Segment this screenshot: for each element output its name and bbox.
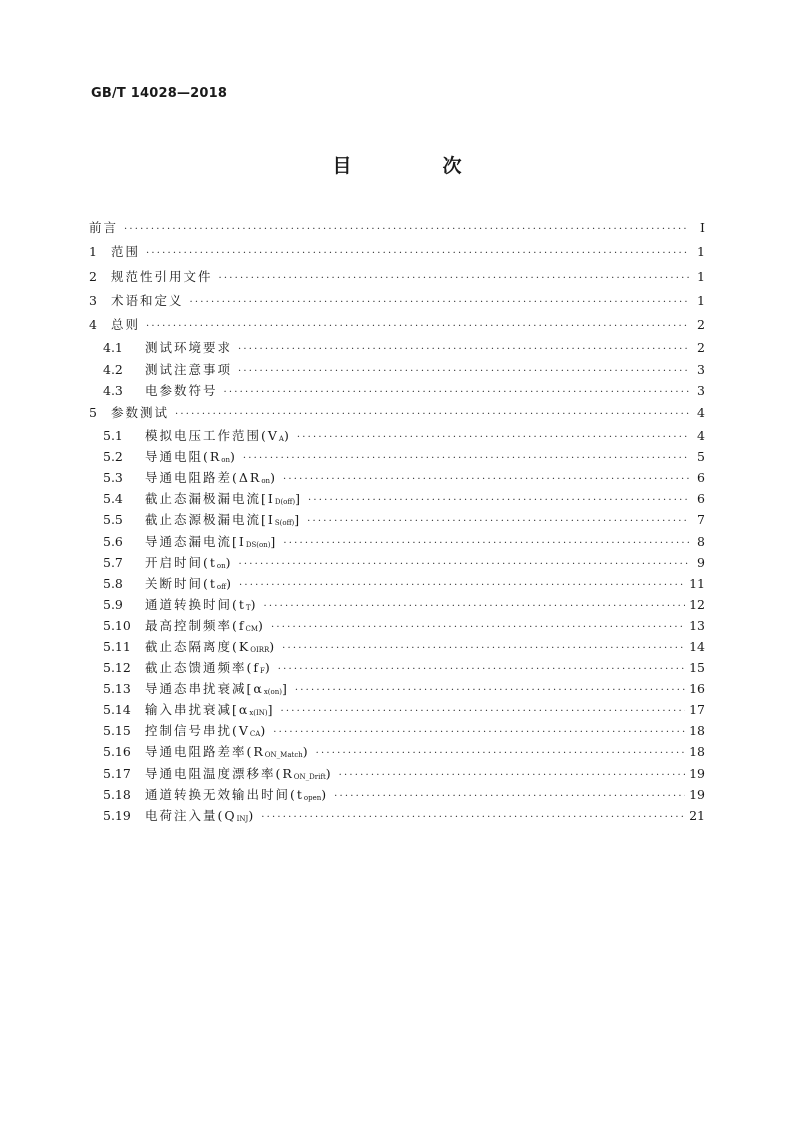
toc-entry-title-tail: ] [294,512,302,528]
toc-entry-number: 5.6 [103,533,123,549]
dot-leader [236,339,689,360]
toc-entry-page-number: 6 [697,470,705,486]
toc-entry-title-text: 前言 [89,220,119,235]
dot-leader [122,218,689,242]
toc-entry-title-text: 导通态串扰衰减[α [145,681,264,697]
dot-leader [259,807,685,828]
toc-entry-page-number: 18 [689,744,705,760]
toc-entry[interactable] [89,446,705,467]
toc-entry-page-number: 1 [697,292,705,308]
toc-entry-subscript: x(on) [263,688,282,697]
toc-entry-title-tail: ] [270,533,278,549]
toc-entry[interactable] [89,289,705,313]
toc-entry-title [111,401,173,425]
toc-entry-number: 5.2 [103,449,123,465]
table-of-contents [89,216,705,826]
toc-entry-title-text: 导通电阻路差(ΔR [145,470,262,486]
toc-entry-title-tail: ] [295,491,302,507]
toc-entry-number: 4.3 [103,382,123,398]
toc-entry[interactable] [89,805,705,826]
toc-entry[interactable] [89,359,705,380]
toc-entry-title-tail: ) [264,660,272,676]
toc-entry-number: 4 [89,317,97,333]
toc-entry-title-text: 导通态漏电流[I [145,533,246,549]
dot-leader [306,490,689,511]
toc-entry-number: 5.5 [103,512,123,528]
toc-entry[interactable] [89,337,705,358]
dot-leader [281,469,689,490]
toc-entry-page-number: 7 [697,512,705,528]
dot-leader [144,242,689,266]
toc-entry-page-number: 5 [697,449,705,465]
toc-entry[interactable] [89,380,705,401]
toc-entry-page-number: 16 [689,681,705,697]
dot-leader [237,554,689,575]
dot-leader [314,743,685,764]
toc-entry-subscript: ON_Drift [293,772,326,781]
toc-entry-title-text: 模拟电压工作范围(V [145,428,279,444]
toc-entry-number: 4.2 [103,361,123,377]
dot-leader [305,511,689,532]
toc-entry-title-tail: ) [269,639,277,654]
toc-entry-subscript: x(IN) [249,709,268,718]
toc-entry-number: 5.4 [103,491,123,507]
toc-entry[interactable] [89,240,705,264]
toc-entry-subscript: S(off) [274,519,295,528]
toc-entry-title [145,359,236,380]
toc-entry-title-text: 最高控制频率(f [145,617,246,633]
toc-entry-title-tail: ] [267,702,275,718]
dot-leader [279,701,686,722]
toc-entry-title-text: 术语和定义 [111,292,184,308]
dot-leader [173,403,689,427]
toc-entry-page-number: 21 [689,807,705,823]
toc-entry-title-text: 通道转换无效输出时间(t [145,786,304,802]
toc-entry-title-text: 参数测试 [111,404,170,420]
toc-entry-page-number: 9 [697,554,705,570]
toc-entry-title-tail: ) [325,765,333,781]
standard-code: GB/T 14028—2018 [91,86,228,101]
toc-entry[interactable] [89,425,705,446]
toc-entry-number: 5.13 [103,681,131,697]
toc-entry-number: 5.17 [103,765,131,781]
toc-entry[interactable] [89,594,705,615]
toc-entry-page-number: 14 [689,639,705,654]
toc-entry-title [111,289,188,313]
toc-entry[interactable] [89,509,705,530]
toc-entry-subscript: open [303,793,322,802]
toc-entry-title [145,805,259,830]
toc-entry-subscript: D(off) [274,498,296,507]
toc-entry-page-number: 1 [697,244,705,260]
toc-entry[interactable] [89,531,705,552]
dot-leader [144,315,689,339]
toc-entry-page-number: 6 [697,491,705,507]
toc-entry-number: 5.15 [103,723,131,739]
toc-entry[interactable] [89,552,705,573]
toc-entry-number: 5.18 [103,786,131,802]
toc-entry[interactable] [89,313,705,337]
toc-entry-number: 1 [89,244,97,260]
toc-entry-page-number: 17 [689,702,705,718]
toc-entry-title-tail: ) [230,449,237,465]
toc-entry-title-tail: ) [321,786,329,802]
dot-leader [222,382,689,403]
toc-entry-title-tail: ) [302,744,310,760]
toc-entry-number: 5.14 [103,702,131,718]
toc-entry-title-tail: ) [225,554,233,570]
toc-entry-title-tail: ) [260,723,268,739]
toc-entry-title-text: 电荷注入量(Q [145,807,237,823]
toc-entry-title-text: 导通电阻温度漂移率(R [145,765,294,781]
toc-entry-page-number: 2 [697,340,705,356]
toc-entry-page-number: 3 [697,382,705,398]
toc-entry-title-text: 通道转换时间(t [145,596,246,612]
toc-entry-number: 5.16 [103,744,131,760]
toc-entry-title-text: 范围 [111,244,141,260]
toc-entry-title-text: 测试环境要求 [145,340,233,356]
toc-entry-subscript: on [216,561,226,570]
toc-entry-subscript: A [278,435,284,444]
dot-leader [295,427,689,448]
toc-entry-subscript: on [221,456,231,465]
toc-entry[interactable] [89,216,705,240]
toc-entry-page-number: 18 [689,723,705,739]
dot-leader [281,533,689,554]
toc-entry-number: 5 [89,404,97,420]
toc-entry-title-text: 关断时间(t [145,575,217,591]
toc-entry-subscript: ON_Match [264,751,303,760]
toc-entry-subscript: off [216,582,227,591]
toc-entry-title-text: 截止态漏极漏电流[I [145,491,275,507]
toc-entry-title-text: 控制信号串扰(V [145,723,250,739]
toc-entry[interactable] [89,763,705,784]
dot-leader [280,638,685,659]
dot-leader [236,361,689,382]
toc-entry-title [111,265,217,289]
toc-entry-title-tail: ] [281,681,289,697]
toc-entry[interactable] [89,636,705,657]
toc-entry-title-tail: ) [248,807,256,823]
toc-entry-page-number: 15 [689,660,705,676]
toc-entry[interactable] [89,741,705,762]
toc-entry-number: 5.10 [103,617,131,633]
toc-entry-title [89,216,122,240]
toc-entry-title-text: 总则 [111,317,141,333]
toc-entry[interactable] [89,573,705,594]
toc-entry-subscript: DS(on) [245,540,271,549]
dot-leader [241,448,689,469]
toc-entry-title-tail: ) [283,428,291,444]
toc-entry-title-tail: ) [226,575,233,591]
toc-entry-page-number: 4 [697,404,705,420]
toc-entry[interactable] [89,678,705,699]
toc-entry-number: 5.1 [103,428,123,444]
toc-entry-subscript: on [261,477,271,486]
toc-entry-title-text: 截止态源极漏电流[I [145,512,275,528]
dot-leader [237,575,685,596]
dot-leader [337,765,685,786]
page-title: 目 次 [332,155,498,177]
toc-entry[interactable] [89,657,705,678]
toc-entry-title-text: 导通电阻路差率(R [145,744,265,760]
toc-entry-number: 3 [89,292,97,308]
toc-entry-title-text: 截止态隔离度(K [145,639,251,654]
toc-entry-title-text: 电参数符号 [145,382,218,398]
toc-entry-number: 5.11 [103,639,131,654]
toc-entry-page-number: 19 [689,765,705,781]
toc-entry-title-tail: ) [250,596,258,612]
toc-entry-number: 5.8 [103,575,123,591]
toc-entry-page-number: 3 [697,361,705,377]
toc-entry-subscript: CA [249,730,261,739]
toc-entry-page-number: 11 [689,575,705,591]
toc-entry-subscript: T [245,603,251,612]
dot-leader [188,291,689,315]
toc-entry-number: 5.19 [103,807,131,823]
toc-entry-number: 4.1 [103,340,123,356]
toc-entry-title [111,313,144,337]
toc-entry-page-number: 13 [689,617,705,633]
dot-leader [332,786,685,807]
dot-leader [276,659,685,680]
toc-entry-page-number: 19 [689,786,705,802]
toc-entry-title-text: 测试注意事项 [145,361,233,377]
toc-entry-title [145,337,236,358]
toc-entry-subscript: CM [245,624,259,633]
toc-entry-title-text: 开启时间(t [145,554,217,570]
toc-entry-page-number: 2 [697,317,705,333]
toc-entry-title [145,380,222,401]
toc-entry[interactable] [89,784,705,805]
toc-entry-subscript: INJ [236,814,249,823]
toc-entry-page-number: 4 [697,428,705,444]
toc-entry-subscript: F [260,667,265,676]
toc-entry-page-number: 8 [697,533,705,549]
toc-entry-title-tail: ) [270,470,277,486]
toc-entry[interactable] [89,720,705,741]
toc-entry-number: 5.12 [103,660,131,676]
toc-entry-number: 5.3 [103,470,123,486]
toc-entry-number: 2 [89,268,97,284]
toc-entry-title-text: 规范性引用文件 [111,268,213,284]
dot-leader [261,596,685,617]
toc-entry-number: 5.9 [103,596,123,612]
toc-entry-title-text: 输入串扰衰减[α [145,702,250,718]
toc-entry-title [111,240,144,264]
dot-leader [293,680,685,701]
dot-leader [217,267,689,291]
toc-entry[interactable] [89,467,705,488]
toc-entry-title-text: 导通电阻(R [145,449,222,465]
dot-leader [269,617,685,638]
toc-entry-number: 5.7 [103,554,123,570]
toc-entry-page-number: 12 [689,596,705,612]
toc-entry[interactable] [89,615,705,636]
toc-entry[interactable] [89,699,705,720]
toc-entry-page-number: 1 [697,268,705,284]
toc-entry-page-number: Ⅰ [700,220,705,235]
toc-entry[interactable] [89,401,705,425]
toc-entry[interactable] [89,265,705,289]
toc-entry[interactable] [89,488,705,509]
toc-entry-title-tail: ) [258,617,265,633]
dot-leader [271,722,685,743]
toc-entry-subscript: OIRR [250,646,270,654]
toc-entry-title-text: 截止态馈通频率(f [145,660,261,676]
